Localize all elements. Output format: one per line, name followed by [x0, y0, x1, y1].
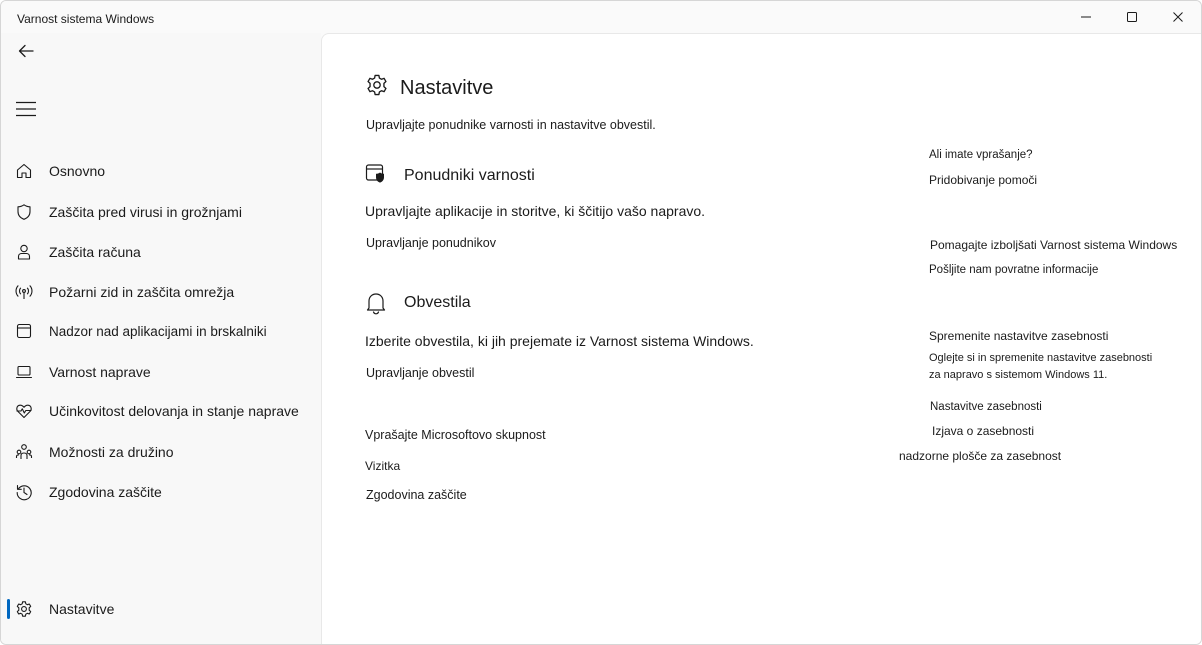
privacy-description-line-2: za napravo s sistemom Windows 11. — [929, 369, 1108, 381]
main-content — [321, 33, 1202, 645]
privacy-title: Spremenite nastavitve zasebnosti — [929, 329, 1109, 343]
close-icon — [1172, 11, 1184, 23]
feedback-link[interactable]: Pošljite nam povratne informacije — [929, 264, 1099, 276]
sidebar-item-firewall[interactable] — [1, 274, 321, 310]
person-icon — [14, 242, 34, 262]
laptop-icon — [14, 362, 34, 382]
sidebar-item-protection-history[interactable] — [1, 474, 321, 510]
family-icon — [14, 442, 34, 462]
app-window-icon — [14, 321, 34, 341]
antenna-icon — [14, 282, 34, 302]
about-link[interactable]: Vizitka — [365, 459, 401, 473]
history-icon — [14, 482, 34, 502]
hamburger-icon — [16, 101, 36, 117]
minimize-icon — [1080, 11, 1092, 23]
sidebar-item-label: Učinkovitost delovanja in stanje naprave — [49, 403, 299, 419]
sidebar-item-label: Nastavitve — [49, 601, 115, 617]
bell-icon — [364, 290, 388, 316]
sidebar-item-label: Možnosti za družino — [49, 444, 174, 460]
title-bar — [1, 1, 1201, 33]
sidebar-item-device-performance[interactable] — [1, 393, 321, 429]
manage-providers-link[interactable]: Upravljanje ponudnikov — [366, 236, 496, 250]
manage-notifications-link[interactable]: Upravljanje obvestil — [366, 366, 475, 380]
providers-description: Upravljajte aplikacije in storitve, ki ščitijo vašo napravo. — [365, 203, 706, 219]
notifications-description: Izberite obvestila, ki jih prejemate iz Varnost sistema Windows. — [365, 333, 754, 349]
sidebar-item-label: Varnost naprave — [49, 364, 151, 380]
back-arrow-icon — [18, 43, 34, 59]
sidebar-item-device-security[interactable] — [1, 354, 321, 390]
maximize-button[interactable] — [1109, 1, 1155, 33]
sidebar-item-account-protection[interactable] — [1, 234, 321, 270]
sidebar-item-label: Nadzor nad aplikacijami in brskalniki — [49, 323, 267, 339]
sidebar — [1, 33, 321, 644]
page-title: Nastavitve — [400, 77, 494, 99]
back-button[interactable] — [11, 37, 41, 65]
improve-title: Pomagajte izboljšati Varnost sistema Windows — [930, 238, 1178, 252]
sidebar-item-settings[interactable] — [1, 591, 321, 627]
close-button[interactable] — [1155, 1, 1201, 33]
protection-history-link[interactable]: Zgodovina zaščite — [366, 488, 467, 502]
sidebar-item-app-browser-control[interactable] — [1, 313, 321, 349]
sidebar-item-label: Požarni zid in zaščita omrežja — [49, 284, 235, 300]
sidebar-item-family-options[interactable] — [1, 434, 321, 470]
selected-indicator — [7, 599, 10, 619]
shield-icon — [14, 202, 34, 222]
privacy-description-line-1: Oglejte si in spremenite nastavitve zasebnosti — [929, 352, 1153, 364]
minimize-button[interactable] — [1063, 1, 1109, 33]
security-provider-icon — [364, 162, 388, 186]
gear-icon — [364, 72, 390, 98]
sidebar-item-home[interactable] — [1, 153, 321, 189]
privacy-settings-link[interactable]: Nastavitve zasebnosti — [930, 401, 1042, 413]
sidebar-item-label: Zgodovina zaščite — [49, 484, 162, 500]
ask-community-link[interactable]: Vprašajte Microsoftovo skupnost — [365, 428, 546, 442]
sidebar-item-label: Zaščita računa — [49, 244, 141, 260]
page-subtitle: Upravljajte ponudnike varnosti in nastavitve obvestil. — [366, 118, 656, 132]
section-title-notifications: Obvestila — [404, 294, 471, 311]
menu-button[interactable] — [11, 95, 41, 123]
home-icon — [14, 161, 34, 181]
privacy-statement-link[interactable]: Izjava o zasebnosti — [932, 424, 1035, 438]
heart-pulse-icon — [14, 401, 34, 421]
section-title-providers: Ponudniki varnosti — [404, 167, 535, 184]
gear-icon — [14, 599, 34, 619]
maximize-icon — [1126, 11, 1138, 23]
get-help-link[interactable]: Pridobivanje pomoči — [929, 173, 1038, 187]
sidebar-item-label: Zaščita pred virusi in grožnjami — [49, 204, 242, 220]
question-label: Ali imate vprašanje? — [929, 149, 1033, 161]
sidebar-item-label: Osnovno — [49, 163, 106, 179]
window-title: Varnost sistema Windows — [17, 12, 155, 26]
sidebar-item-virus-protection[interactable] — [1, 194, 321, 230]
privacy-dashboard-link[interactable]: nadzorne plošče za zasebnost — [899, 449, 1062, 463]
